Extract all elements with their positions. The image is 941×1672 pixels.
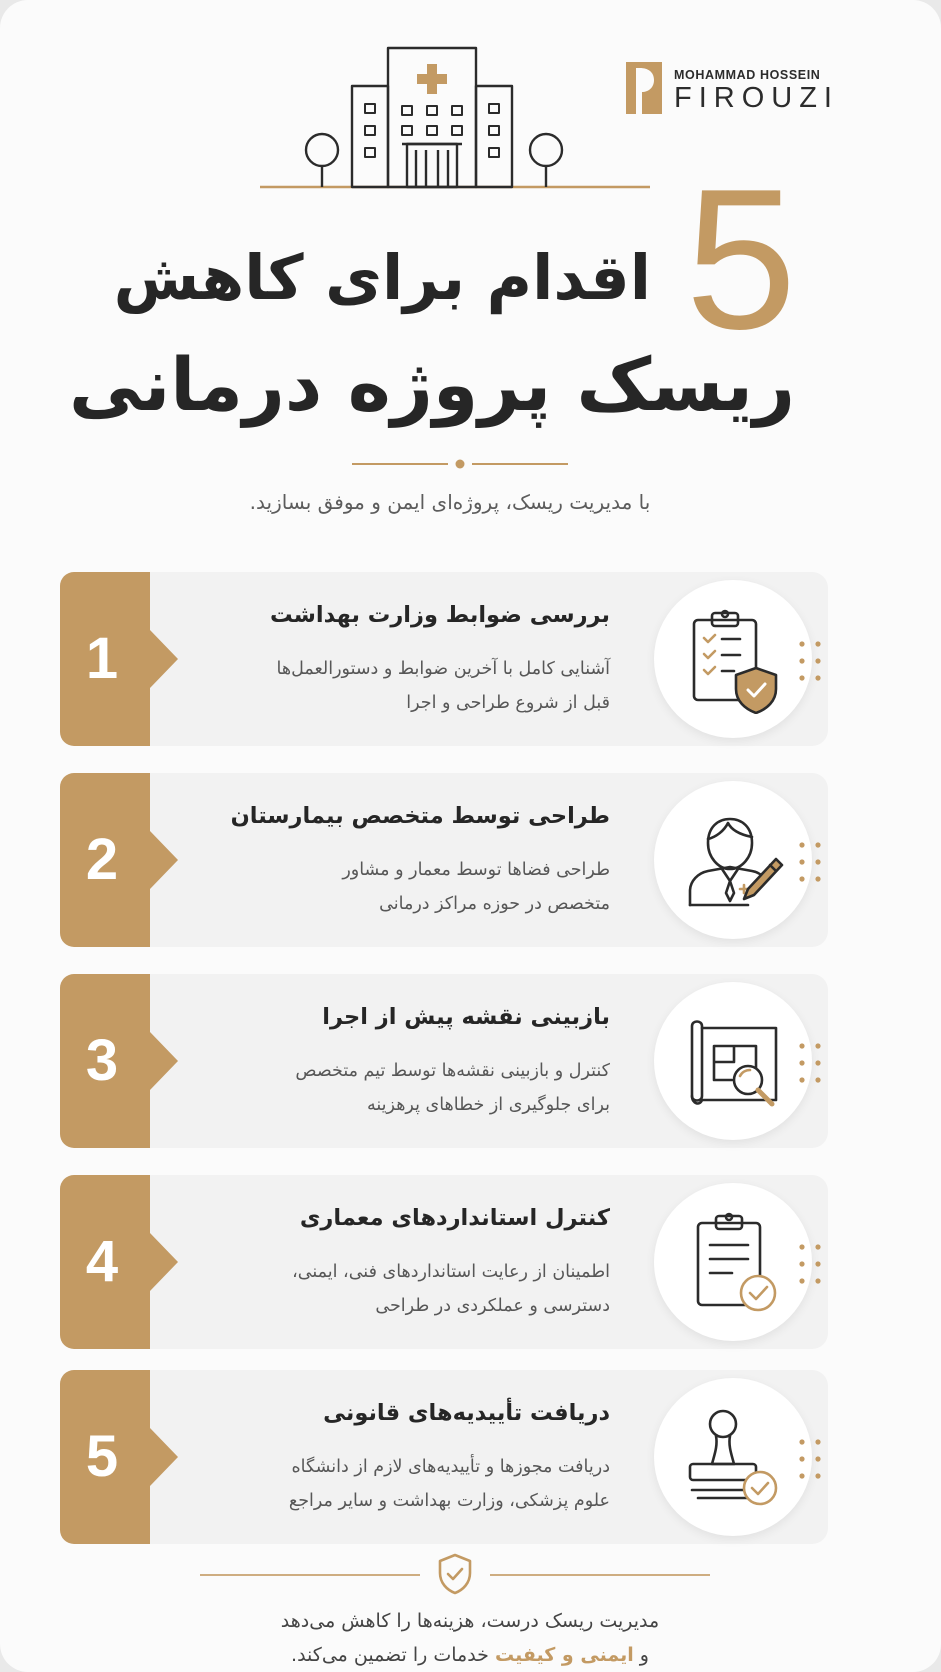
step-description — [190, 1255, 610, 1323]
step-number: 5 — [85, 1424, 119, 1489]
step-number: 2 — [85, 827, 119, 892]
step-description-line: آشنایی کامل با آخرین ضوابط و دستورالعمل‌ها — [276, 659, 610, 679]
step-description — [190, 652, 610, 720]
step-description — [190, 1054, 610, 1122]
step-number-tab — [60, 1370, 150, 1544]
approval-stamp-icon — [678, 1402, 788, 1512]
decorative-dots — [798, 1243, 822, 1285]
step-title: طراحی توسط متخصص بیمارستان — [230, 803, 610, 829]
step-card-5 — [60, 1370, 828, 1544]
brand-logo — [626, 60, 856, 118]
step-description-line: طراحی فضاها توسط معمار و مشاور — [342, 860, 610, 880]
footer-divider-right — [490, 1574, 710, 1576]
step-card-1 — [60, 572, 828, 746]
step-description-line: برای جلوگیری از خطاهای پرهزینه — [367, 1095, 610, 1115]
step-icon-circle — [654, 1378, 812, 1536]
step-icon-circle — [654, 982, 812, 1140]
step-number-tab — [60, 773, 150, 947]
brand-mark-icon — [626, 62, 662, 114]
step-number-tab — [60, 1175, 150, 1349]
page-title-line1: اقدام برای کاهش — [113, 241, 651, 314]
step-icon-circle — [654, 580, 812, 738]
step-number-tab — [60, 572, 150, 746]
big-number: 5 — [685, 148, 797, 371]
step-card-2 — [60, 773, 828, 947]
step-icon-circle — [654, 1183, 812, 1341]
step-number-tab — [60, 974, 150, 1148]
footer-line2 — [160, 1638, 780, 1672]
footer-divider-left — [200, 1574, 420, 1576]
decorative-dots — [798, 640, 822, 682]
step-number: 4 — [85, 1229, 119, 1294]
step-description — [190, 853, 610, 921]
step-card-3 — [60, 974, 828, 1148]
decorative-dots — [798, 841, 822, 883]
footer-line1: مدیریت ریسک درست، هزینه‌ها را کاهش می‌دهد — [280, 1610, 660, 1632]
footer — [0, 1548, 941, 1672]
footer-text — [160, 1604, 780, 1672]
step-description-line: قبل از شروع طراحی و اجرا — [406, 693, 610, 713]
step-number: 3 — [85, 1028, 119, 1093]
brand-name-bottom: FIROUZI — [674, 82, 839, 114]
step-description-line: دریافت مجوزها و تأییدیه‌های لازم از دانشگاه — [291, 1457, 610, 1477]
step-description-line: علوم پزشکی، وزارت بهداشت و سایر مراجع — [288, 1491, 610, 1511]
step-description-line: کنترل و بازبینی نقشه‌ها توسط تیم متخصص — [295, 1061, 610, 1081]
step-title: بازبینی نقشه پیش از اجرا — [322, 1004, 610, 1030]
clipboard-check-icon — [678, 1207, 788, 1317]
clipboard-checklist-shield-icon — [678, 604, 788, 714]
step-description-line: متخصص در حوزه مراکز درمانی — [379, 894, 610, 914]
step-title: دریافت تأییدیه‌های قانونی — [323, 1400, 610, 1426]
step-title: کنترل استانداردهای معماری — [299, 1205, 610, 1231]
hospital-building-icon — [260, 40, 650, 190]
step-description-line: اطمینان از رعایت استانداردهای فنی، ایمنی، — [292, 1262, 610, 1282]
page-subtitle: با مدیریت ریسک، پروژه‌ای ایمن و موفق بسازید. — [249, 490, 651, 514]
step-description-line: دسترسی و عملکردی در طراحی — [375, 1296, 610, 1316]
step-description — [190, 1450, 610, 1518]
shield-check-icon — [435, 1552, 475, 1596]
step-number: 1 — [85, 626, 119, 691]
step-icon-circle — [654, 781, 812, 939]
page-title-line2: ریسک پروژه درمانی — [69, 343, 795, 428]
step-title: بررسی ضوابط وزارت بهداشت — [269, 602, 610, 628]
footer-line2-suffix: خدمات را تضمین می‌کند. — [291, 1644, 495, 1666]
blueprint-magnifier-icon — [678, 1006, 788, 1116]
step-card-4 — [60, 1175, 828, 1349]
footer-accent-text: ایمنی و کیفیت — [494, 1644, 634, 1666]
title-divider — [352, 454, 568, 474]
decorative-dots — [798, 1438, 822, 1480]
architect-pencil-icon — [678, 805, 788, 915]
brand-name-top: MOHAMMAD HOSSEIN — [674, 68, 821, 82]
decorative-dots — [798, 1042, 822, 1084]
footer-line2-prefix: و — [633, 1644, 649, 1666]
